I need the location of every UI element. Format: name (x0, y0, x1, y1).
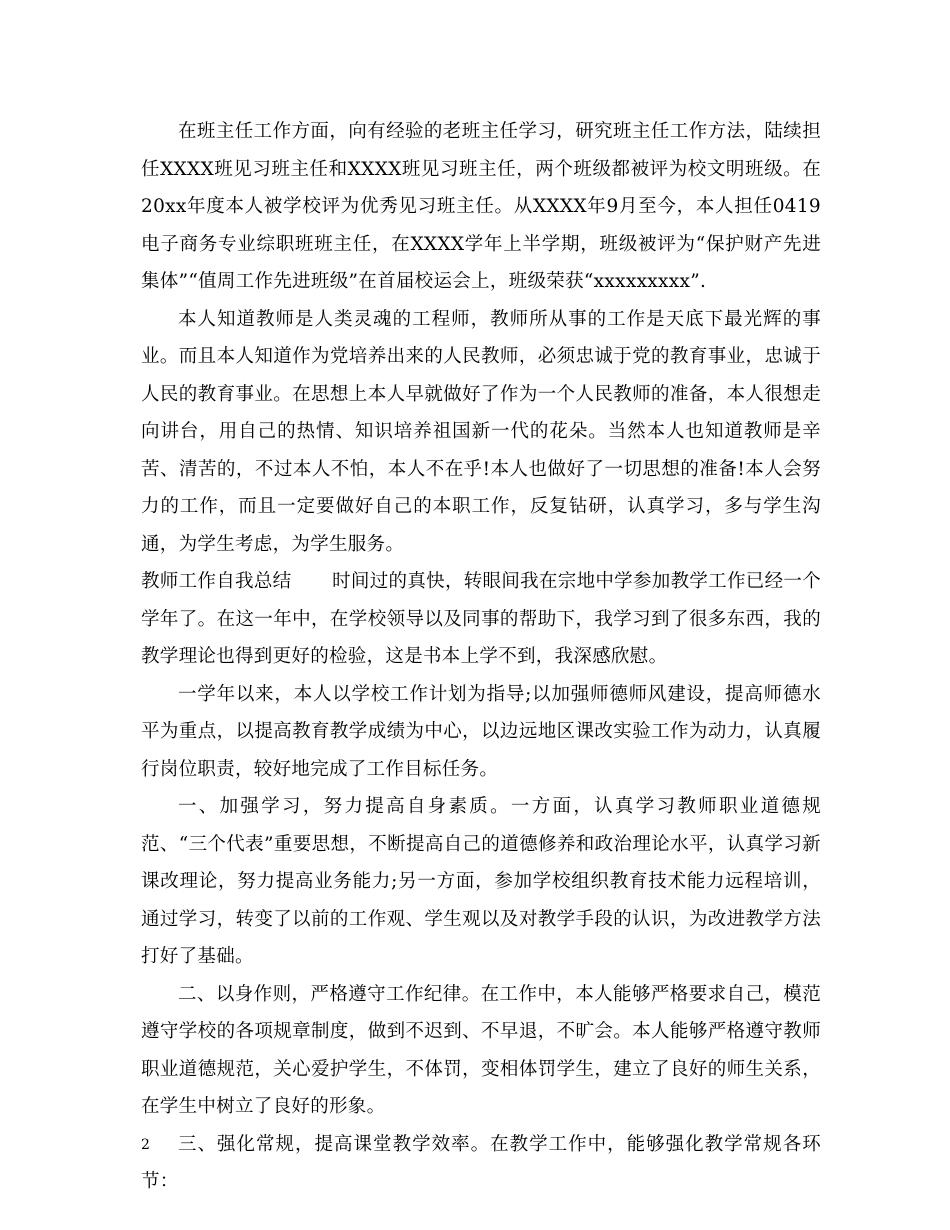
paragraph-point-three-routine: 三、强化常规，提高课堂教学效率。在教学工作中，能够强化教学常规各环节： (141, 1133, 821, 1192)
paragraph-point-two-discipline: 二、以身作则，严格遵守工作纪律。在工作中，本人能够严格要求自己，模范遵守学校的各项规章制度，做到不迟到、不早退，不旷会。本人能够严格遵守教师职业道德规范，关心爱护学生，不体罚，变相体罚学生，建立了良好的师生关系，在学生中树立了良好的形象。 (141, 983, 821, 1117)
paragraph-summary-intro (141, 563, 821, 676)
section-heading: 教师工作自我总结 (141, 571, 292, 592)
document-body (141, 113, 821, 1201)
paragraph-point-one-study: 一、加强学习，努力提高自身素质。一方面，认真学习教师职业道德规范、“三个代表”重要思想，不断提高自己的道德修养和政治理论水平，认真学习新课改理论，努力提高业务能力;另一方面，参加学校组织教育技术能力远程培训，通过学习，转变了以前的工作观、学生观以及对教学手段的认识，为改进教学方法打好了基础。 (141, 796, 821, 967)
page-number: 2 (141, 1137, 150, 1153)
paragraph-teacher-ideals: 本人知道教师是人类灵魂的工程师，教师所从事的工作是天底下最光辉的事业。而且本人知道作为党培养出来的人民教师，必须忠诚于党的教育事业，忠诚于人民的教育事业。在思想上本人早就做好了作为一个人民教师的准备，本人很想走向讲台，用自己的热情、知识培养祖国新一代的花朵。当然本人也知道教师是辛苦、清苦的，不过本人不怕，本人不在乎!本人也做好了一切思想的准备!本人会努力的工作，而且一定要做好自己的本职工作，反复钻研，认真学习，多与学生沟通，为学生考虑，为学生服务。 (141, 308, 821, 555)
paragraph-class-teacher-work: 在班主任工作方面，向有经验的老班主任学习，研究班主任工作方法，陆续担任XXXX班见习班主任和XXXX班见习班主任，两个班级都被评为校文明班级。在20xx年度本人被学校评为优秀见习班主任。从XXXX年9月至今，本人担任0419电子商务专业综职班班主任，在XXXX学年上半学期，班级被评为“保护财产先进集体”“值周工作先进班级”在首届校运会上，班级荣获“xxxxxxxxx”. (141, 121, 821, 292)
summary-intro-text: 时间过的真快，转眼间我在宗地中学参加教学工作已经一个学年了。在这一年中，在学校领导以及同事的帮助下，我学习到了很多东西，我的教学理论也得到更好的检验，这是书本上学不到，我深感欣慰。 (141, 571, 821, 667)
paragraph-year-overview: 一学年以来，本人以学校工作计划为指导;以加强师德师风建设，提高师德水平为重点，以提高教育教学成绩为中心，以边远地区课改实验工作为动力，认真履行岗位职责，较好地完成了工作目标任务。 (141, 683, 821, 780)
